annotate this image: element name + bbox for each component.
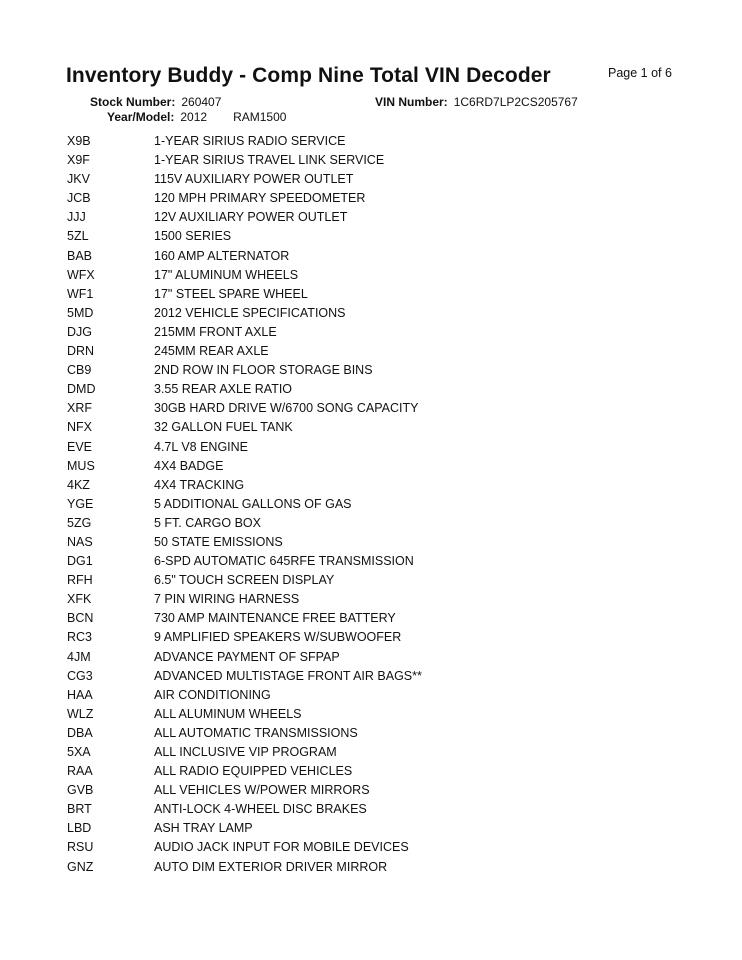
option-code: X9F xyxy=(67,153,90,168)
option-description: 4.7L V8 ENGINE xyxy=(154,439,249,454)
option-code: DRN xyxy=(67,344,95,359)
option-code: WLZ xyxy=(67,706,94,721)
option-code: MUS xyxy=(67,458,95,473)
option-description: ALL INCLUSIVE VIP PROGRAM xyxy=(154,745,337,759)
option-code: EVE xyxy=(67,439,93,454)
option-code: 5ZG xyxy=(67,515,92,530)
list-item xyxy=(67,266,422,285)
option-description: 50 STATE EMISSIONS xyxy=(154,534,283,549)
option-description: ASH TRAY LAMP xyxy=(154,821,253,836)
list-item xyxy=(67,342,422,361)
option-description: 245MM REAR AXLE xyxy=(154,344,269,359)
option-code: XFK xyxy=(67,592,92,607)
option-code: RSU xyxy=(67,840,94,855)
vin-number-label: VIN Number: xyxy=(375,95,448,109)
option-code: 4KZ xyxy=(67,477,90,492)
option-description: 6.5" TOUCH SCREEN DISPLAY xyxy=(154,573,335,588)
option-description: 2012 VEHICLE SPECIFICATIONS xyxy=(154,305,346,320)
option-description: 17" STEEL SPARE WHEEL xyxy=(154,286,308,301)
option-code: GVB xyxy=(67,783,94,798)
option-code: WF1 xyxy=(67,286,94,301)
list-item xyxy=(67,457,422,476)
option-description: 3.55 REAR AXLE RATIO xyxy=(154,382,293,397)
option-code: CG3 xyxy=(67,668,93,683)
list-item xyxy=(67,361,422,380)
list-item xyxy=(67,132,422,151)
list-item xyxy=(67,380,422,399)
option-description: 1-YEAR SIRIUS TRAVEL LINK SERVICE xyxy=(154,153,385,168)
list-item xyxy=(67,418,422,437)
option-code: NFX xyxy=(67,420,92,435)
list-item xyxy=(67,189,422,208)
year-model-label: Year/Model: xyxy=(107,110,175,124)
list-item xyxy=(67,323,422,342)
list-item xyxy=(67,705,422,724)
option-description: ALL AUTOMATIC TRANSMISSIONS xyxy=(154,725,358,740)
option-description: 5 ADDITIONAL GALLONS OF GAS xyxy=(154,496,352,511)
list-item xyxy=(67,438,422,457)
option-description: 17" ALUMINUM WHEELS xyxy=(154,267,299,282)
option-code: DJG xyxy=(67,324,92,339)
option-description: 4X4 TRACKING xyxy=(154,477,245,492)
page-number: Page 1 of 6 xyxy=(608,66,672,80)
option-code: GNZ xyxy=(67,859,94,874)
list-item xyxy=(67,571,422,590)
option-code: BCN xyxy=(67,611,94,626)
option-code: YGE xyxy=(67,496,94,511)
list-item xyxy=(67,170,422,189)
list-item xyxy=(67,686,422,705)
vin-number-field xyxy=(375,95,578,109)
list-item xyxy=(67,495,422,514)
vin-number-value: 1C6RD7LP2CS205767 xyxy=(453,95,578,109)
option-code: DBA xyxy=(67,725,93,740)
option-description: AIR CONDITIONING xyxy=(154,687,271,702)
list-item xyxy=(67,247,422,266)
year-model-field xyxy=(107,110,286,124)
option-description: 32 GALLON FUEL TANK xyxy=(154,420,293,435)
option-code: 5XA xyxy=(67,745,91,759)
option-description: ALL ALUMINUM WHEELS xyxy=(154,706,302,721)
list-item xyxy=(67,208,422,227)
option-description: 12V AUXILIARY POWER OUTLET xyxy=(154,210,348,225)
list-item xyxy=(67,781,422,800)
option-code: LBD xyxy=(67,821,92,836)
option-description: 7 PIN WIRING HARNESS xyxy=(154,592,300,607)
list-item xyxy=(67,858,422,877)
option-code: RFH xyxy=(67,573,93,588)
option-code: HAA xyxy=(67,687,93,702)
option-description: ALL VEHICLES W/POWER MIRRORS xyxy=(154,783,370,798)
option-description: 30GB HARD DRIVE W/6700 SONG CAPACITY xyxy=(154,401,419,416)
option-code: BAB xyxy=(67,248,93,263)
option-description: 5 FT. CARGO BOX xyxy=(154,515,261,530)
list-item xyxy=(67,628,422,647)
option-code: 5ZL xyxy=(67,229,89,244)
list-item xyxy=(67,151,422,170)
option-description: ADVANCE PAYMENT OF SFPAP xyxy=(154,649,340,664)
option-description: AUDIO JACK INPUT FOR MOBILE DEVICES xyxy=(154,840,409,855)
option-description: 215MM FRONT AXLE xyxy=(154,324,277,339)
option-description: AUTO DIM EXTERIOR DRIVER MIRROR xyxy=(154,859,388,874)
option-description: 1500 SERIES xyxy=(154,229,232,244)
list-item xyxy=(67,609,422,628)
list-item xyxy=(67,648,422,667)
option-code: JJJ xyxy=(67,210,86,225)
option-code-list xyxy=(67,132,422,877)
list-item xyxy=(67,514,422,533)
option-description: 115V AUXILIARY POWER OUTLET xyxy=(154,172,354,187)
list-item xyxy=(67,227,422,246)
option-code: X9B xyxy=(67,134,91,148)
option-description: 1-YEAR SIRIUS RADIO SERVICE xyxy=(154,134,346,148)
list-item xyxy=(67,476,422,495)
option-description: 2ND ROW IN FLOOR STORAGE BINS xyxy=(154,363,373,378)
list-item xyxy=(67,399,422,418)
option-code: 4JM xyxy=(67,649,91,664)
option-code: JCB xyxy=(67,191,91,206)
option-code: BRT xyxy=(67,802,92,817)
option-description: 120 MPH PRIMARY SPEEDOMETER xyxy=(154,191,366,206)
option-code: NAS xyxy=(67,534,93,549)
list-item xyxy=(67,838,422,857)
option-code: DG1 xyxy=(67,554,93,569)
option-code: 5MD xyxy=(67,305,94,320)
list-item xyxy=(67,590,422,609)
option-code: JKV xyxy=(67,172,90,187)
option-description: 4X4 BADGE xyxy=(154,458,224,473)
option-description: 6-SPD AUTOMATIC 645RFE TRANSMISSION xyxy=(154,554,414,569)
option-description: 9 AMPLIFIED SPEAKERS W/SUBWOOFER xyxy=(154,630,402,645)
option-code: RAA xyxy=(67,764,93,779)
list-item xyxy=(67,304,422,323)
list-item xyxy=(67,819,422,838)
list-item xyxy=(67,552,422,571)
option-description: ANTI-LOCK 4-WHEEL DISC BRAKES xyxy=(154,802,367,817)
option-code: RC3 xyxy=(67,630,93,645)
list-item xyxy=(67,533,422,552)
option-code: WFX xyxy=(67,267,95,282)
year-value: 2012 xyxy=(180,110,208,124)
option-description: ADVANCED MULTISTAGE FRONT AIR BAGS** xyxy=(154,668,422,683)
option-code: XRF xyxy=(67,401,92,416)
stock-number-field xyxy=(90,95,221,109)
list-item xyxy=(67,800,422,819)
list-item xyxy=(67,667,422,686)
model-value: RAM1500 xyxy=(233,110,287,124)
stock-number-value: 260407 xyxy=(181,95,222,109)
option-code: CB9 xyxy=(67,363,92,378)
option-description: 160 AMP ALTERNATOR xyxy=(154,248,290,263)
option-description: 730 AMP MAINTENANCE FREE BATTERY xyxy=(154,611,396,626)
list-item xyxy=(67,724,422,743)
list-item xyxy=(67,285,422,304)
stock-number-label: Stock Number: xyxy=(90,95,176,109)
list-item xyxy=(67,743,422,762)
option-description: ALL RADIO EQUIPPED VEHICLES xyxy=(154,764,353,779)
option-code: DMD xyxy=(67,382,96,397)
document-title: Inventory Buddy - Comp Nine Total VIN Decoder xyxy=(66,64,551,87)
list-item xyxy=(67,762,422,781)
